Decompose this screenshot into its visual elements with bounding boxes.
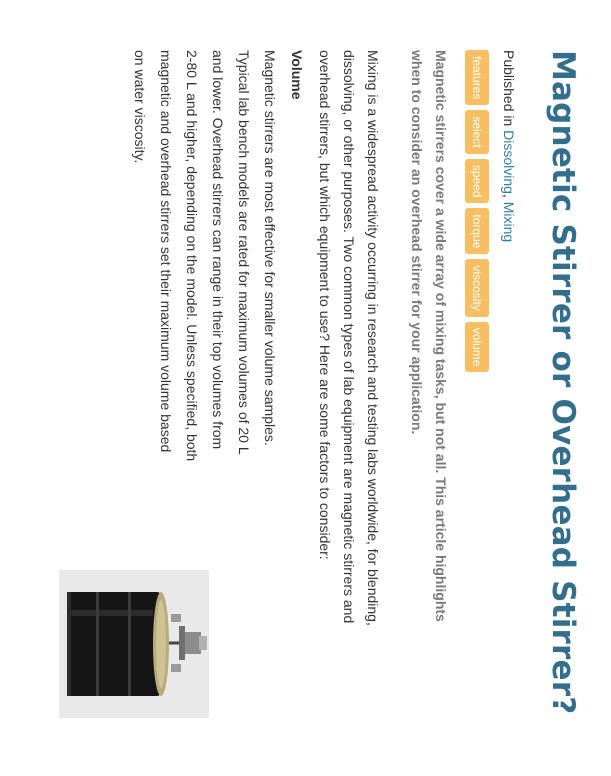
tag-torque[interactable]: torque [465,208,489,254]
tag-speed[interactable]: speed [465,159,489,204]
tag-features[interactable]: features [465,50,489,105]
category-separator: , [501,193,517,202]
section-heading-volume: Volume [289,50,305,100]
published-line [501,50,517,242]
category-link-mixing[interactable]: Mixing [501,201,517,243]
drum-with-overhead-stirrer-icon [59,570,209,718]
tag-list [465,50,489,372]
category-link-dissolving[interactable]: Dissolving [501,130,517,194]
published-prefix: Published in [501,50,517,131]
tag-select[interactable]: select [465,110,489,153]
tag-viscosity[interactable]: viscosity [465,259,489,316]
article-lead: Magnetic stirrers cover a wide array of mixing tasks, but not all. This article highlights when to consider an overhead stirrer for your application. [409,50,449,622]
drum-stirrer-photo [59,570,209,718]
section-text-volume: Magnetic stirrers are most effective for smaller volume samples. Typical lab bench models are rated for maximum volumes of 20 L and lower. Overhead stirrers can range in their top volumes from 2-80 L and higher, depending on the model. Unless specified, both magnetic and overhead stirrers set their maximum volume based on water viscosity. [132,50,278,462]
article-title: Magnetic Stirrer or Overhead Stirrer? [545,50,581,715]
tag-volume[interactable]: volume [465,322,489,373]
article-intro: Mixing is a widespread activity occurring in research and testing labs worldwide, for blending, dissolving, or other purposes. Two common types of lab equipment are magnetic stirrers and overhead stirrers, but which equipment to use? Here are some factors to consider: [317,50,381,626]
